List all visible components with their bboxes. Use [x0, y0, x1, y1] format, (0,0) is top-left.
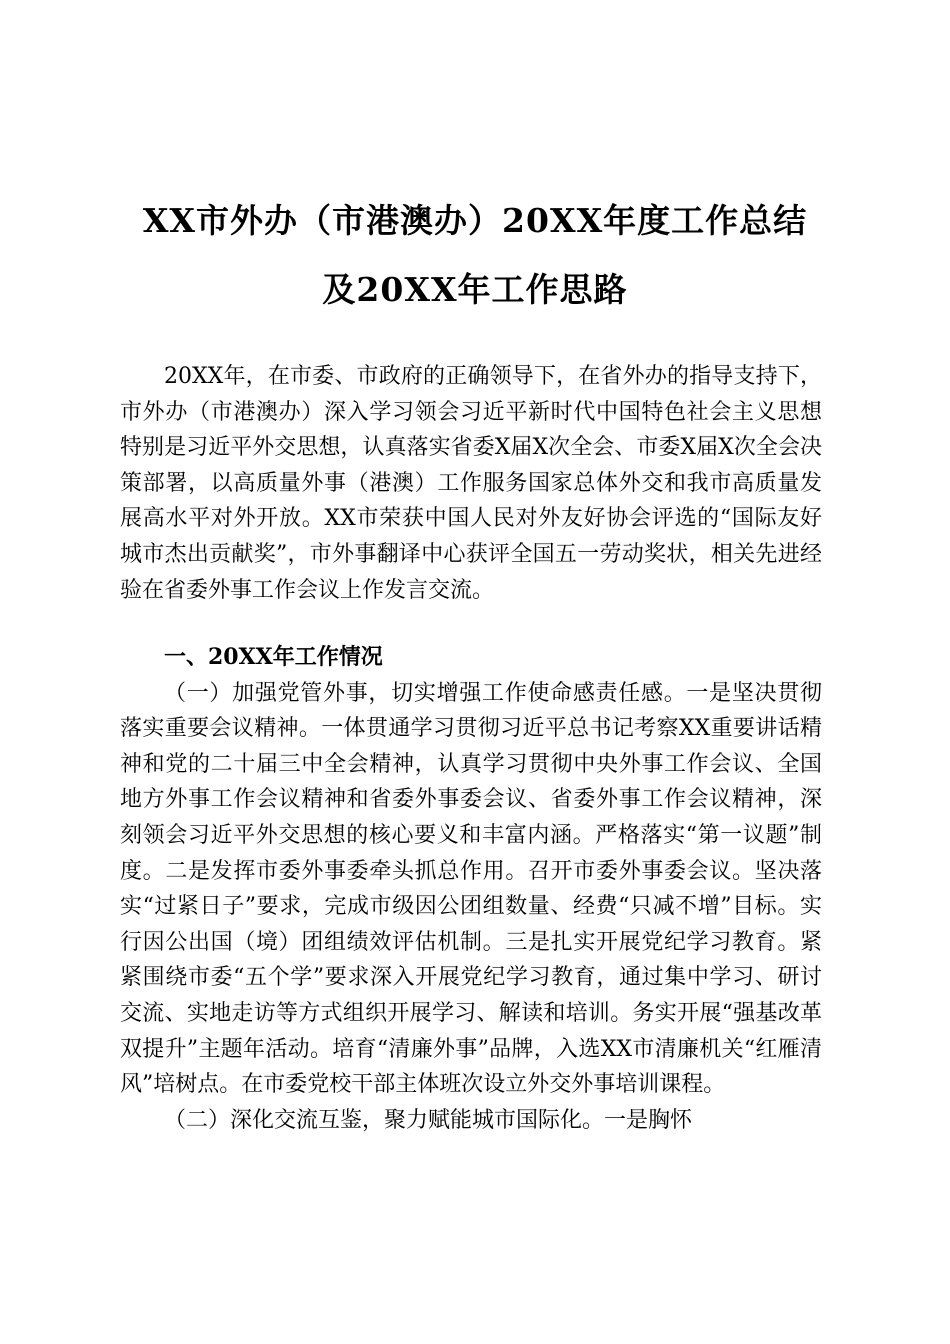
- section-one-paragraph-1: （一）加强党管外事，切实增强工作使命感责任感。一是坚决贯彻落实重要会议精神。一体贯通学习贯彻习近平总书记考察XX重要讲话精神和党的二十届三中全会精神，认真学习贯彻中央外事工作会议、全国地方外事工作会议精神和省委外事委会议、省委外事工作会议精神，深刻领会习近平外交思想的核心要义和丰富内涵。严格落实“第一议题”制度。二是发挥市委外事委牵头抓总作用。召开市委外事委会议。坚决落实“过紧日子”要求，完成市级因公团组数量、经费“只减不增”目标。实行因公出国（境）团组绩效评估机制。三是扎实开展党纪学习教育。紧紧围绕市委“五个学”要求深入开展党纪学习教育，通过集中学习、研讨交流、实地走访等方式组织开展学习、解读和培训。务实开展“强基改革双提升”主题年活动。培育“清廉外事”品牌，入选XX市清廉机关“红雁清风”培树点。在市委党校干部主体班次设立外交外事培训课程。: [120, 680, 822, 1098]
- intro-paragraph: 20XX年，在市委、市政府的正确领导下，在省外办的指导支持下，市外办（市港澳办）深入学习领会习近平新时代中国特色社会主义思想特别是习近平外交思想，认真落实省委X届X次全会、市委X届X次全会决策部署，以高质量外事（港澳）工作服务国家总体外交和我市高质量发展高水平对外开放。XX市荣获中国人民对外友好协会评选的“国际友好城市杰出贡献奖”，市外事翻译中心获评全国五一劳动奖状，相关先进经验在省委外事工作会议上作发言交流。: [120, 364, 822, 603]
- document-title-line-2: 及20XX年工作思路: [322, 270, 628, 309]
- intro-section: [120, 359, 822, 608]
- section-one: [120, 640, 822, 1138]
- section-one-heading: 一、20XX年工作情况: [164, 644, 383, 670]
- section-one-paragraph-2: （二）深化交流互鉴，聚力赋能城市国际化。一是胸怀: [164, 1107, 693, 1133]
- document-title-line-1: XX市外办（市港澳办）20XX年度工作总结: [142, 201, 808, 240]
